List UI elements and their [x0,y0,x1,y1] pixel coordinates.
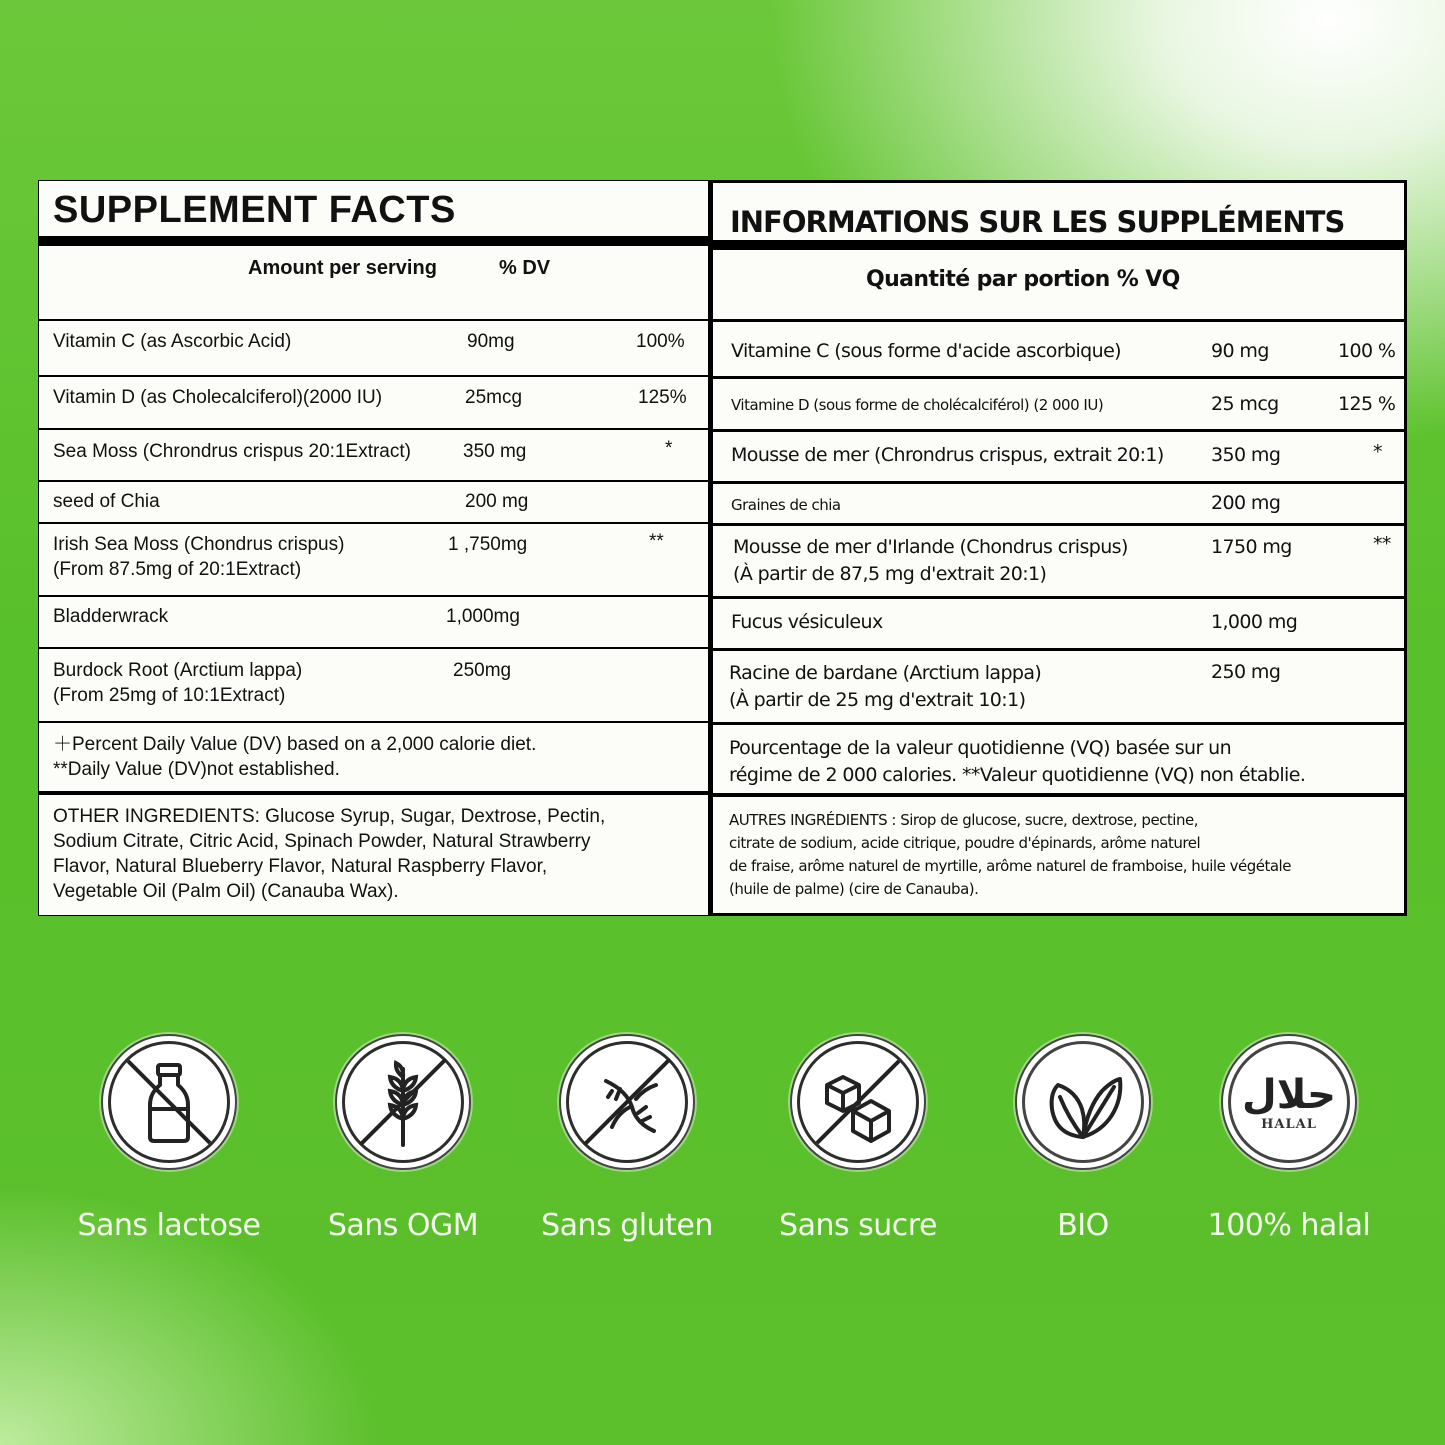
nutrient-dv: 100% [636,331,685,352]
footnote: Pourcentage de la valeur quotidienne (VQ) basée sur un régime de 2 000 calories. **Valeur quotidienne (VQ) non établie. [729,737,1306,786]
divider [39,595,708,597]
nutrient-dv: * [665,438,673,459]
nutrient-name: Vitamine D (sous forme de cholécalciférol) (2 000 IU) [731,396,1104,414]
badge-label: Sans lactose [77,1208,261,1243]
supplement-facts-panel-en [38,180,709,916]
halal-icon [1242,1073,1336,1132]
nutrient-name: Racine de bardane (Arctium lappa) (À partir de 25 mg d'extrait 10:1) [729,662,1042,711]
nutrient-name: Graines de chia [731,496,841,514]
divider [713,648,1404,651]
badge-ring [797,1041,919,1163]
nutrient-dv: 125 % [1338,393,1396,415]
nutrient-name: Mousse de mer d'Irlande (Chondrus crispus) (À partir de 87,5 mg d'extrait 20:1) [733,536,1128,585]
nutrient-amount: 350 mg [1211,444,1281,466]
nutrient-name: Burdock Root (Arctium lappa) (From 25mg of 10:1Extract) [53,660,303,706]
divider [713,240,1404,250]
halal-arabic: حلال [1242,1071,1336,1118]
divider [713,596,1404,599]
header-dv: % DV [499,257,551,279]
divider [39,791,708,795]
header-amount: Quantité par portion % VQ [866,267,1180,292]
nutrient-name: Vitamin C (as Ascorbic Acid) [53,331,292,352]
panel-title: INFORMATIONS SUR LES SUPPLÉMENTS [730,205,1345,239]
badge-gluten-free [541,1034,713,1243]
badge-circle [335,1034,471,1170]
divider [713,481,1404,484]
nutrient-name: Mousse de mer (Chrondrus crispus, extrait 20:1) [731,444,1164,466]
badge-ring [1228,1041,1350,1163]
badge-row [0,1034,1445,1264]
badge-circle [101,1034,237,1170]
no-milk-bottle-icon [114,1047,224,1157]
nutrient-name: Vitamin D (as Cholecalciferol)(2000 IU) [53,387,383,408]
badge-halal [1207,1034,1371,1243]
divider [39,522,708,524]
nutrient-name: Bladderwrack [53,606,169,627]
nutrient-amount: 25mcg [465,387,523,408]
divider [713,319,1404,322]
nutrient-name: Irish Sea Moss (Chondrus crispus) (From 87.5mg of 20:1Extract) [53,534,345,580]
divider [713,523,1404,526]
badge-organic [1013,1034,1153,1243]
nutrient-amount: 1,000mg [446,606,520,627]
badge-label: Sans gluten [541,1208,713,1243]
badge-circle [790,1034,926,1170]
divider [713,722,1404,725]
nutrient-amount: 200 mg [465,491,529,512]
panel-title: SUPPLEMENT FACTS [53,189,456,231]
divider [39,647,708,649]
nutrient-amount: 350 mg [463,441,527,462]
nutrient-amount: 200 mg [1211,492,1281,514]
nutrient-dv: * [1373,441,1382,463]
badge-gmo-free [327,1034,479,1243]
badge-circle [1015,1034,1151,1170]
badge-circle [559,1034,695,1170]
badge-ring [566,1041,688,1163]
nutrient-amount: 25 mcg [1211,393,1279,415]
nutrient-dv: 100 % [1338,340,1396,362]
badge-label: 100% halal [1207,1208,1371,1243]
divider [39,236,708,246]
divider [39,721,708,723]
nutrient-name: seed of Chia [53,491,160,512]
divider [713,793,1404,797]
divider [39,375,708,377]
nutrient-amount: 90 mg [1211,340,1269,362]
nutrient-name: Fucus vésiculeux [731,611,883,633]
badge-sugar-free [779,1034,937,1243]
badge-lactose-free [77,1034,261,1243]
nutrient-dv: ** [1373,533,1391,555]
nutrient-amount: 250 mg [1211,661,1281,683]
no-dna-icon [572,1047,682,1157]
nutrient-amount: 1 ,750mg [448,534,528,555]
header-amount: Amount per serving [248,257,437,279]
badge-label: BIO [1057,1208,1109,1243]
divider [713,429,1404,432]
nutrient-amount: 90mg [467,331,515,352]
nutrient-dv: 125% [638,387,687,408]
nutrient-amount: 1,000 mg [1211,611,1298,633]
supplement-facts-panel-fr [709,180,1407,916]
badge-label: Sans sucre [779,1208,937,1243]
nutrient-name: Sea Moss (Chrondrus crispus 20:1Extract) [53,441,411,462]
nutrient-amount: 1750 mg [1211,536,1292,558]
divider [39,319,708,321]
badge-ring [1022,1041,1144,1163]
footnote: ＋Percent Daily Value (DV) based on a 2,000 calorie diet. **Daily Value (DV)not established. [53,734,537,780]
badge-ring [108,1041,230,1163]
no-sugar-cubes-icon [803,1047,913,1157]
leaves-icon [1028,1047,1138,1157]
halal-text: HALAL [1261,1116,1317,1132]
badge-circle [1221,1034,1357,1170]
other-ingredients: OTHER INGREDIENTS: Glucose Syrup, Sugar, Dextrose, Pectin, Sodium Citrate, Citric Acid, Spinach Powder, Natural Strawberry Flavor, Natural Blueberry Flavor, Natural Raspberry Flavor, Vegetable Oil (Palm Oil) (Canauba Wax). [53,806,606,902]
divider [713,376,1404,379]
other-ingredients: AUTRES INGRÉDIENTS : Sirop de glucose, sucre, dextrose, pectine, citrate de sodium, acide citrique, poudre d'épinards, arôme naturel de fraise, arôme naturel de myrtille, arôme naturel de framboise, huile végétale (huile de palme) (cire de Canauba). [729,811,1291,898]
nutrient-amount: 250mg [453,660,512,681]
nutrient-dv: ** [649,531,664,552]
nutrient-name: Vitamine C (sous forme d'acide ascorbique) [731,340,1121,362]
badge-label: Sans OGM [327,1208,479,1243]
divider [39,428,708,430]
divider [39,480,708,482]
no-wheat-icon [348,1047,458,1157]
badge-ring [342,1041,464,1163]
